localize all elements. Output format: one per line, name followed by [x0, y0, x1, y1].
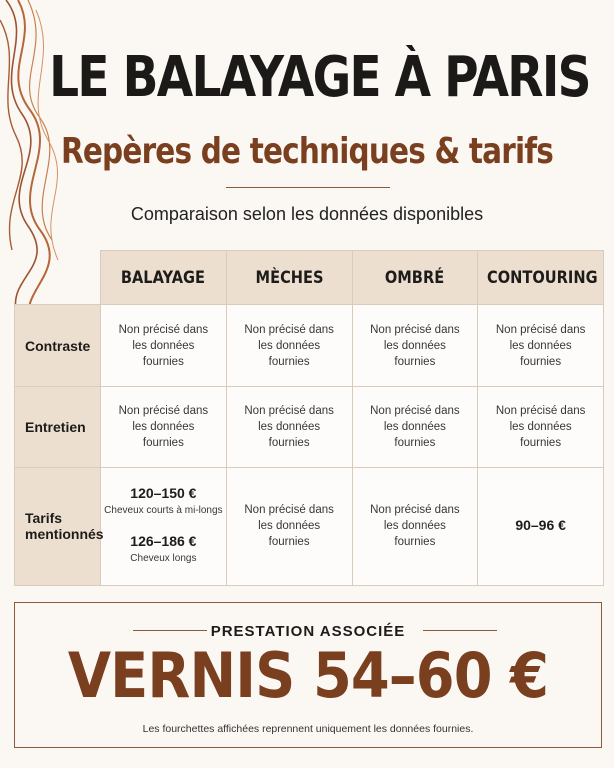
table-cell: Non précisé dans les données fournies	[352, 305, 478, 387]
table-cell: Non précisé dans les données fournies	[101, 387, 227, 467]
column-header-ombre: OMBRÉ	[352, 251, 478, 305]
title-divider	[226, 187, 390, 188]
service-kicker: PRESTATION ASSOCIÉE	[210, 623, 406, 640]
row-header-tarifs: Tarifs mentionnés	[15, 467, 101, 585]
page-title: LE BALAYAGE À PARIS	[49, 45, 590, 110]
comparison-table	[14, 250, 604, 586]
table-cell: Non précisé dans les données fournies	[478, 387, 604, 467]
associated-service-box	[14, 602, 602, 748]
table-row	[15, 467, 604, 585]
row-header-entretien: Entretien	[15, 387, 101, 467]
balayage-price-cell	[101, 467, 227, 585]
column-header-balayage: BALAYAGE	[101, 251, 227, 305]
table-cell: Non précisé dans les données fournies	[226, 467, 352, 585]
price-long-hair-note: Cheveux longs	[130, 553, 197, 565]
column-header-meches: MÈCHES	[226, 251, 352, 305]
table-caption: Comparaison selon les données disponibles	[130, 204, 484, 224]
table-cell: Non précisé dans les données fournies	[352, 467, 478, 585]
table-row	[15, 305, 604, 387]
contouring-price-cell: 90–96 €	[478, 467, 604, 585]
table-cell: Non précisé dans les données fournies	[478, 305, 604, 387]
column-header-contouring: CONTOURING	[478, 251, 604, 305]
page-subtitle: Repères de techniques & tarifs	[60, 131, 554, 172]
price-long-hair: 126–186 €	[130, 533, 197, 550]
table-corner	[15, 251, 101, 305]
service-footnote: Les fourchettes affichées reprennent uniquement les données fournies.	[142, 723, 474, 735]
price-short-hair-note: Cheveux courts à mi-longs	[104, 505, 223, 517]
row-header-contraste: Contraste	[15, 305, 101, 387]
table-header-row	[15, 251, 604, 305]
table-row	[15, 387, 604, 467]
table-cell: Non précisé dans les données fournies	[226, 387, 352, 467]
table-cell: Non précisé dans les données fournies	[352, 387, 478, 467]
service-headline: VERNIS 54–60 €	[67, 639, 549, 712]
price-short-hair: 120–150 €	[130, 485, 197, 502]
table-cell: Non précisé dans les données fournies	[226, 305, 352, 387]
table-cell: Non précisé dans les données fournies	[101, 305, 227, 387]
